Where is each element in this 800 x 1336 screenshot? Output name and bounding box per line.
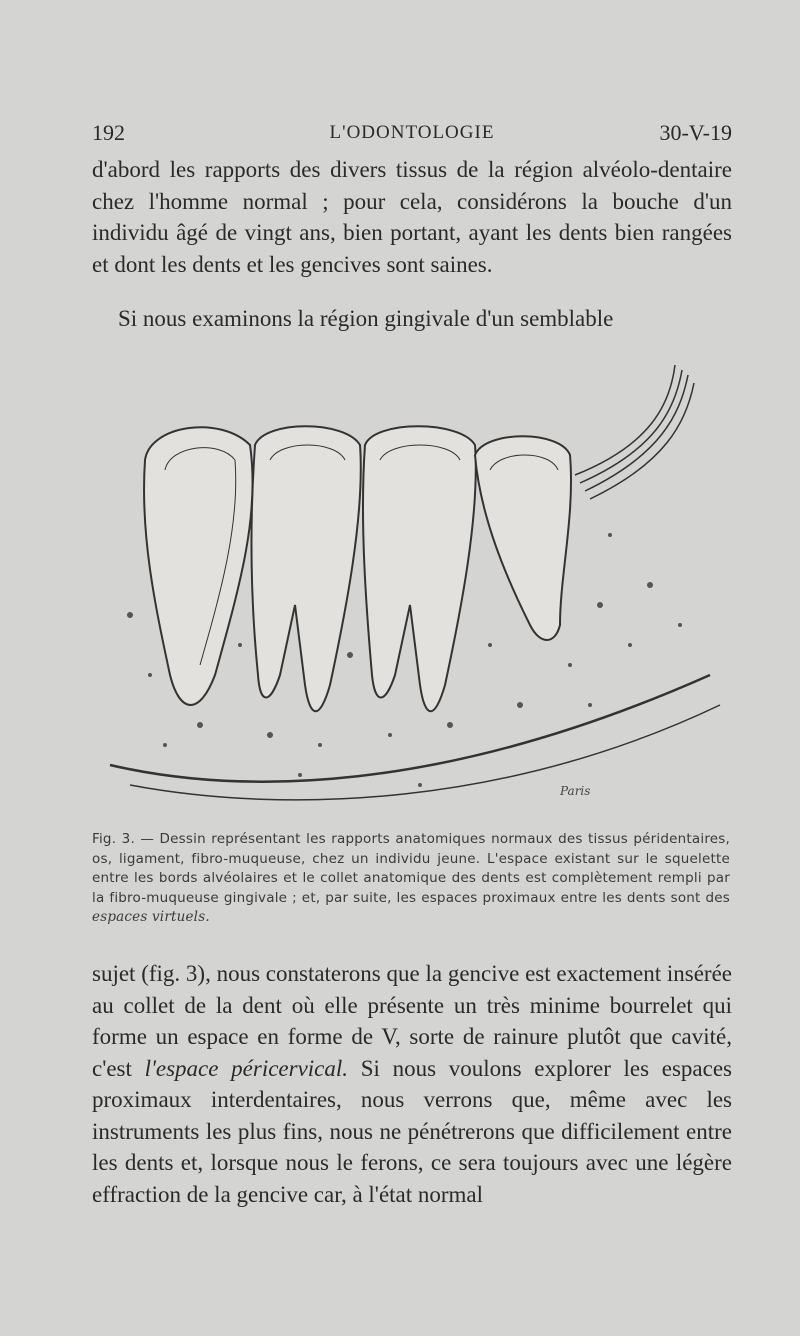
artist-signature: Paris (560, 784, 591, 798)
tooth-anatomy-illustration (90, 345, 740, 820)
paragraph-description (92, 958, 732, 1210)
page-number: 192 (92, 120, 125, 145)
caption-text: Fig. 3. — Dessin représentant les rapports anatomiques normaux des tissus péridentaires, os, ligament, fibro-muqueuse, chez un individu jeune. L'espace existant sur le squelette entre les bords alvéolaires et le collet anatomique des dents est complètement rempli par la fibro-muqueuse gingivale ; et, par suite, les espaces proximaux entre les dents sont des (92, 831, 730, 906)
caption-italic: espaces virtuels. (92, 909, 210, 925)
issue-date: 30-V-19 (659, 120, 732, 145)
paragraph-text-start: sujet (fig. 3), nous constaterons que la gencive est exactement insérée au collet de la dent où elle présente un très minime bourrelet qui forme un espace en forme de V, sorte de rainure plutôt que cavité, c'est (92, 961, 732, 1081)
journal-title: L'ODONTOLOGIE (329, 122, 495, 143)
running-header (92, 120, 732, 154)
paragraph-intro: d'abord les rapports des divers tissus de la région alvéolo-dentaire chez l'homme normal ; pour cela, considérons la bouche d'un individu âgé de vingt ans, bien portant, ayant les dents bien rangées et dont les dents et les gencives sont saines. (92, 157, 732, 277)
figure-caption (92, 830, 730, 928)
paragraph-examination: Si nous examinons la région gingivale d'un semblable (118, 306, 614, 331)
term-pericervical-space: l'espace péricervical. (144, 1055, 349, 1081)
paragraph-text-end: Si nous voulons explorer les espaces proximaux interdentaires, nous verrons que, même avec les instruments les plus fins, nous ne pénétrerons que difficilement entre les dents et, lorsque nous le ferons, ce sera toujours avec une légère effraction de la gencive car, à l'état normal (92, 1055, 733, 1207)
